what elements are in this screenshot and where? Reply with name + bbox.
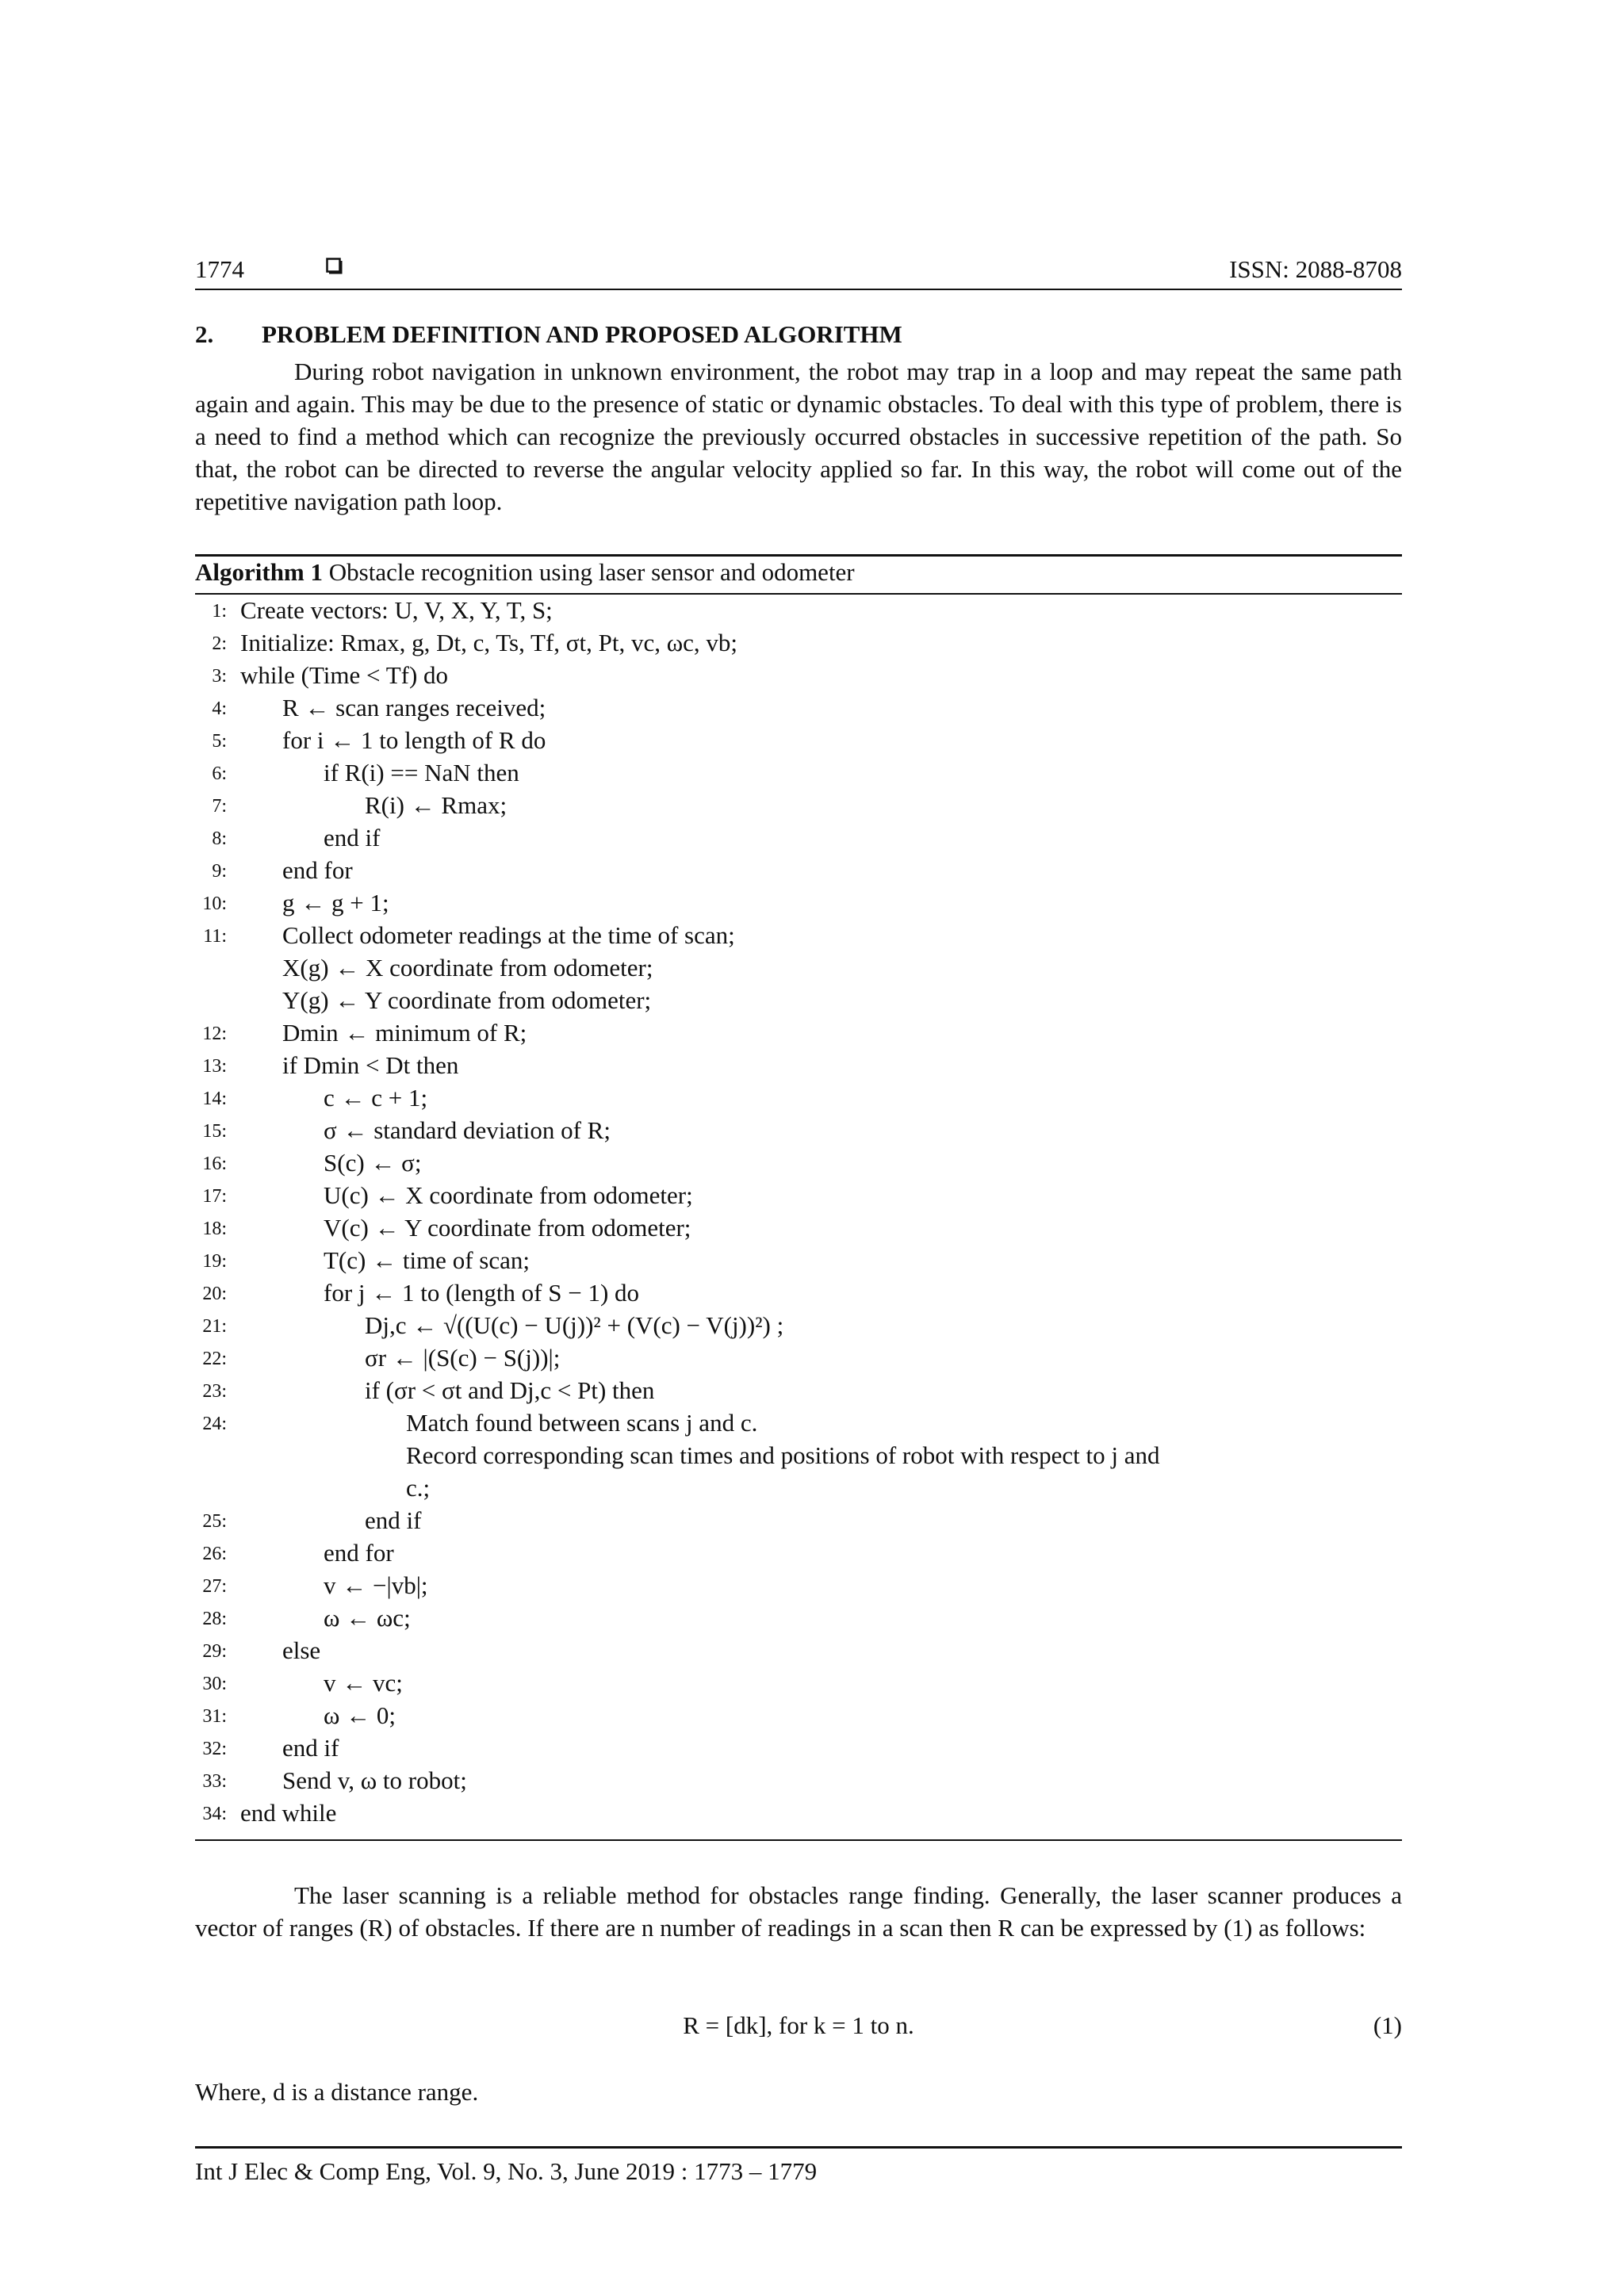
algorithm-line [195,1051,1402,1083]
algorithm-line [195,629,1402,660]
where-text: Where, d is a distance range. [195,2078,479,2106]
algorithm-line [195,1311,1402,1343]
algorithm-line [195,1246,1402,1278]
line-text: c ← c + 1; [324,1084,428,1112]
line-number: 14: [202,1089,227,1109]
line-number: 9: [212,861,227,882]
line-text: end while [240,1799,337,1827]
algorithm-line [195,1116,1402,1148]
line-text: T(c) ← time of scan; [324,1246,530,1274]
line-number: 29: [202,1641,227,1662]
algorithm-line [195,1506,1402,1538]
algorithm-line [195,1571,1402,1603]
line-text: Collect odometer readings at the time of scan; [282,921,735,949]
section-number: 2. [195,320,214,348]
section-title: PROBLEM DEFINITION AND PROPOSED ALGORITHM [262,320,902,348]
line-number: 31: [202,1706,227,1727]
algorithm-line [195,824,1402,855]
line-text: end for [282,856,353,884]
line-text: Match found between scans j and c. [406,1409,758,1437]
line-text: R ← scan ranges received; [282,694,546,721]
equation-1: R = [dk], for k = 1 to n. [683,2011,914,2039]
line-number: 19: [202,1251,227,1272]
line-number: 13: [202,1056,227,1077]
algorithm-line [195,1376,1402,1408]
line-text: end for [324,1539,394,1567]
line-text: Send v, ω to robot; [282,1766,467,1794]
line-number: 7: [212,796,227,817]
line-number: 10: [202,894,227,914]
line-number: 34: [202,1804,227,1824]
line-number: 32: [202,1739,227,1759]
intro-paragraph: During robot navigation in unknown environment, the robot may trap in a loop and may repeat the same path again and again. This may be due to the presence of static or dynamic obstacles. To deal with this type of problem, there is a need to find a method which can recognize the previously occurred obstacles in successive repetition of the path. So that, the robot can be directed to reverse the angular velocity applied so far. In this way, the robot will come out of the repetitive navigation path loop. [195,358,1402,515]
line-number: 1: [212,601,227,622]
algorithm-line [195,596,1402,628]
line-text: if R(i) == NaN then [324,759,519,786]
algorithm-line [195,921,1402,953]
line-text: end if [365,1506,422,1534]
header-rule [195,289,1402,290]
square-box-icon [326,258,343,275]
line-text: ω ← ωc; [324,1604,411,1632]
algorithm-line [195,1766,1402,1798]
line-number: 33: [202,1771,227,1792]
line-text: U(c) ← X coordinate from odometer; [324,1181,693,1209]
algorithm-line [195,1669,1402,1701]
line-text: v ← vc; [324,1669,403,1697]
line-number: 3: [212,666,227,687]
line-number: 18: [202,1219,227,1239]
line-number: 23: [202,1381,227,1402]
line-text: end if [324,824,381,851]
line-text: Y(g) ← Y coordinate from odometer; [282,986,652,1014]
line-text: R(i) ← Rmax; [365,791,508,819]
algorithm-line [195,1539,1402,1571]
algorithm-line [195,1214,1402,1246]
line-number: 17: [202,1186,227,1207]
algorithm-line [195,1636,1402,1668]
line-text: if (σr < σt and Dj,c < Pt) then [365,1376,655,1404]
line-number: 4: [212,698,227,719]
algorithm-line [195,694,1402,725]
line-text: for i ← 1 to length of R do [282,726,546,754]
algorithm-line [195,1701,1402,1733]
line-number: 16: [202,1154,227,1174]
line-text: Record corresponding scan times and positions of robot with respect to j and [406,1441,1160,1469]
line-number: 21: [202,1316,227,1337]
line-text: Dj,c ← √((U(c) − U(j))² + (V(c) − V(j))²) ; [365,1311,784,1339]
algorithm-line [195,759,1402,790]
page-number: 1774 [195,255,244,283]
section-heading [195,320,902,349]
line-text: V(c) ← Y coordinate from odometer; [324,1214,691,1242]
line-number: 25: [202,1511,227,1532]
algorithm-caption [195,558,855,587]
algorithm-line [195,1799,1402,1831]
line-number: 22: [202,1349,227,1369]
laser-paragraph: The laser scanning is a reliable method for obstacles range finding. Generally, the laser scanner produces a vector of ranges (R) of obstacles. If there are n number of readings in a scan then R can be expressed by (1) as follows: [195,1881,1402,1942]
algorithm-line [195,1734,1402,1766]
algorithm-line [195,1149,1402,1181]
algorithm-line [195,1441,1402,1473]
algorithm-line [195,889,1402,920]
line-number: 2: [212,633,227,654]
line-number: 27: [202,1576,227,1597]
algorithm-caption-rule [195,593,1402,595]
issn-label: ISSN: 2088-8708 [1229,255,1402,283]
line-text: for j ← 1 to (length of S − 1) do [324,1279,640,1307]
algorithm-line [195,1409,1402,1441]
line-number: 15: [202,1121,227,1142]
line-text: Dmin ← minimum of R; [282,1019,527,1047]
algorithm-line [195,1604,1402,1636]
line-text: Initialize: Rmax, g, Dt, c, Ts, Tf, σt, Pt, vc, ωc, vb; [240,629,738,656]
line-text: ω ← 0; [324,1701,396,1729]
equation-number: (1) [1373,2011,1402,2039]
line-text: if Dmin < Dt then [282,1051,459,1079]
line-number: 8: [212,828,227,849]
algorithm-line [195,791,1402,823]
algorithm-line [195,1019,1402,1050]
line-number: 20: [202,1284,227,1304]
algorithm-top-rule [195,554,1402,557]
line-text: g ← g + 1; [282,889,389,916]
line-text: X(g) ← X coordinate from odometer; [282,954,653,982]
algorithm-label: Algorithm 1 [195,558,324,586]
algorithm-caption-text: Obstacle recognition using laser sensor and odometer [328,558,855,586]
line-text: c.; [406,1474,431,1502]
algorithm-line [195,661,1402,693]
line-number: 24: [202,1414,227,1434]
algorithm-line [195,1279,1402,1311]
line-number: 30: [202,1674,227,1694]
algorithm-line [195,986,1402,1018]
algorithm-line [195,954,1402,985]
line-number: 26: [202,1544,227,1564]
line-text: v ← −|vb|; [324,1571,428,1599]
line-text: while (Time < Tf) do [240,661,449,689]
line-text: else [282,1636,321,1664]
line-number: 6: [212,763,227,784]
algorithm-line [195,726,1402,758]
algorithm-line [195,1474,1402,1506]
line-text: S(c) ← σ; [324,1149,422,1177]
algorithm-line [195,1084,1402,1115]
algorithm-line [195,1181,1402,1213]
line-text: end if [282,1734,339,1762]
footer-citation: Int J Elec & Comp Eng, Vol. 9, No. 3, June 2019 : 1773 – 1779 [195,2157,818,2185]
algorithm-line [195,1344,1402,1376]
line-text: Create vectors: U, V, X, Y, T, S; [240,596,553,624]
algorithm-line [195,856,1402,888]
line-number: 11: [203,926,227,947]
line-text: σr ← |(S(c) − S(j))|; [365,1344,561,1372]
line-number: 12: [202,1024,227,1044]
footer-rule [195,2146,1402,2149]
line-number: 5: [212,731,227,752]
algorithm-bottom-rule [195,1839,1402,1841]
line-text: σ ← standard deviation of R; [324,1116,611,1144]
line-number: 28: [202,1609,227,1629]
